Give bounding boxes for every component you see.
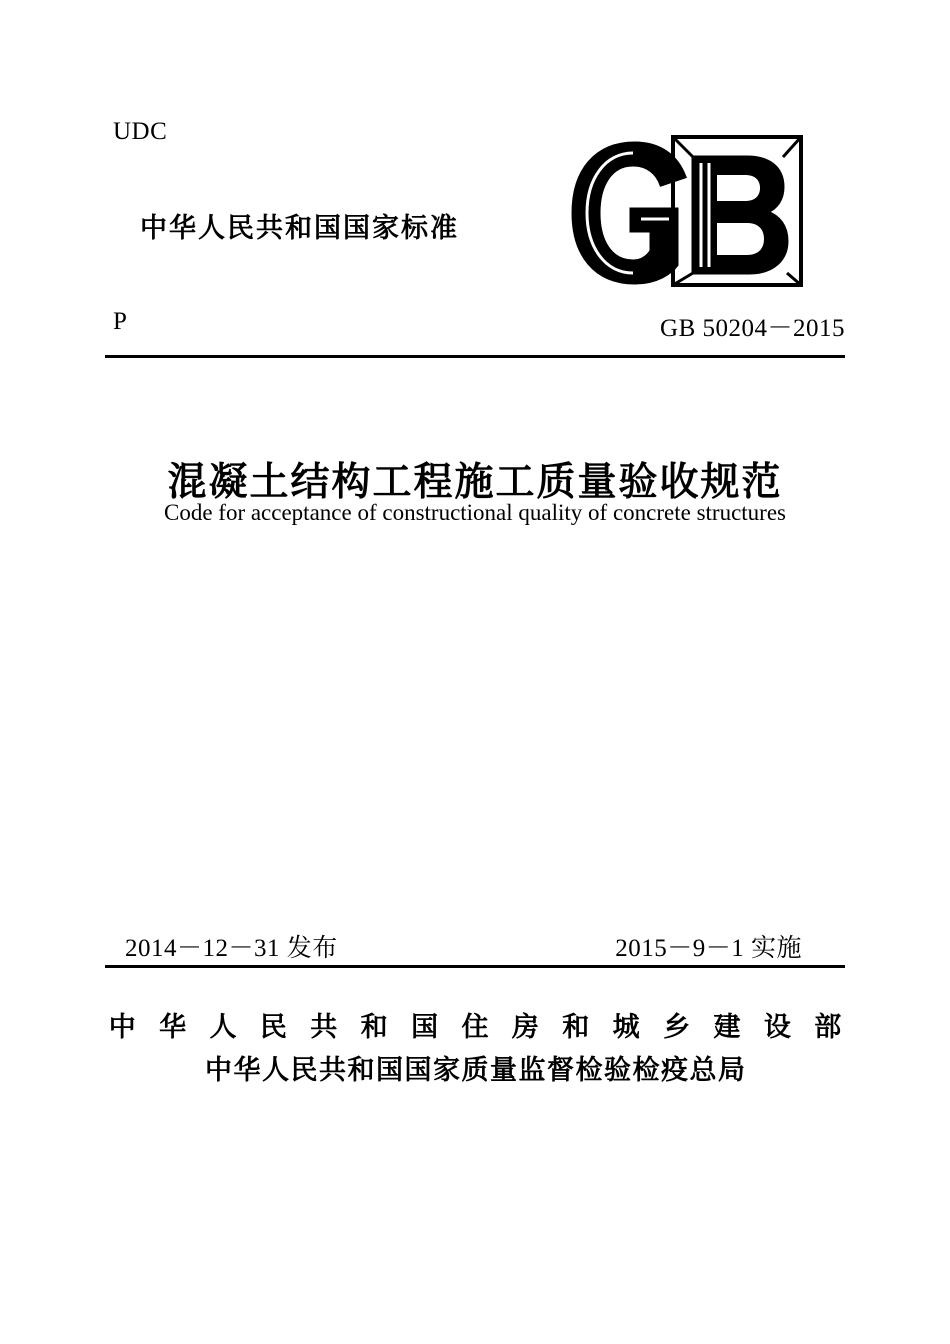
divider-top xyxy=(105,355,845,358)
page-title-chinese: 混凝土结构工程施工质量验收规范 xyxy=(167,460,783,506)
publisher-line-2: 中华人民共和国国家质量监督检验检疫总局 xyxy=(205,1055,747,1086)
divider-bottom xyxy=(105,965,845,968)
page-title-english: Code for acceptance of constructional quality of concrete structures xyxy=(163,500,786,525)
classification-letter: P xyxy=(113,308,127,335)
standard-number: GB 50204－2015 xyxy=(660,315,845,342)
publisher-line-1: 中 华 人 民 共 和 国 住 房 和 城 乡 建 设 部 xyxy=(108,1012,849,1043)
udc-label: UDC xyxy=(113,118,168,145)
national-standard-heading: 中华人民共和国国家标准 xyxy=(140,213,459,244)
gb-logo-icon xyxy=(565,135,805,295)
effective-date: 2015－9－1 实施 xyxy=(615,935,802,962)
issue-date: 2014－12－31 发布 xyxy=(125,935,338,962)
